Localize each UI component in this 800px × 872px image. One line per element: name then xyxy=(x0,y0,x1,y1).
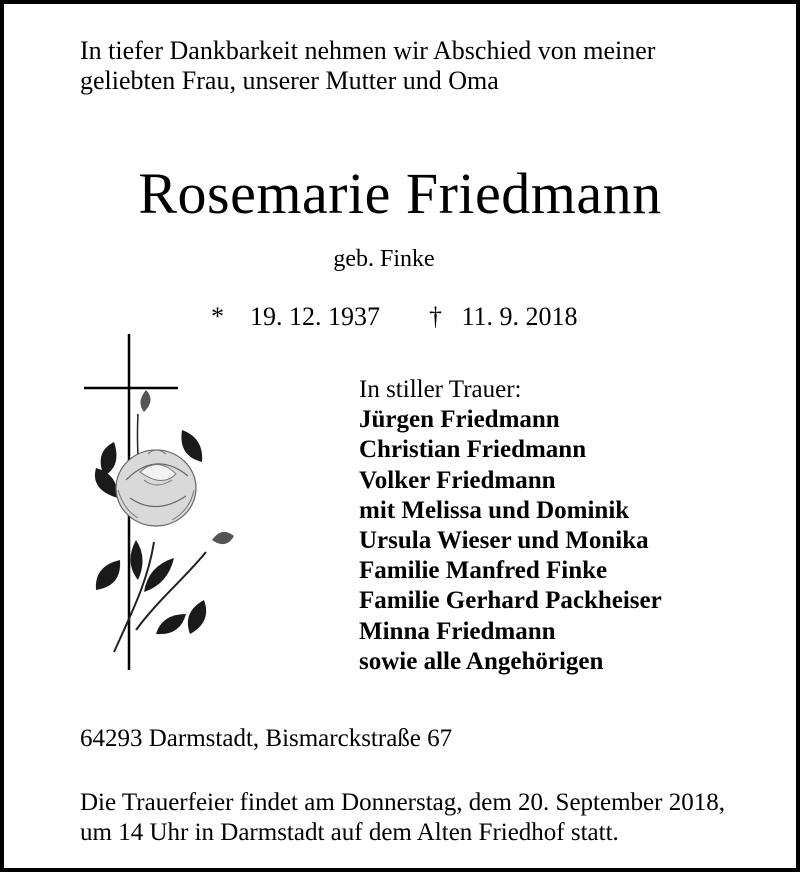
death-symbol: † xyxy=(429,302,442,331)
mourner-name: Jürgen Friedmann xyxy=(359,406,560,434)
maiden-name: geb. Finke xyxy=(333,246,435,272)
mourner-name: Christian Friedmann xyxy=(359,436,587,464)
intro-text xyxy=(80,36,655,96)
mourner-name: Ursula Wieser und Monika xyxy=(359,526,649,554)
mourner-name: mit Melissa und Dominik xyxy=(359,496,630,524)
mourners-list xyxy=(359,375,662,677)
mourner-name: sowie alle Angehörigen xyxy=(359,647,604,675)
cross-with-rose-icon xyxy=(78,330,238,675)
mourner-name: Minna Friedmann xyxy=(359,617,556,645)
intro-line-2: geliebten Frau, unserer Mutter und Oma xyxy=(80,66,499,95)
mourner-name: Familie Gerhard Packheiser xyxy=(359,587,662,615)
life-dates xyxy=(211,301,578,333)
mourner-name: Familie Manfred Finke xyxy=(359,557,608,585)
service-line-2: um 14 Uhr in Darmstadt auf dem Alten Friedhof statt. xyxy=(80,819,619,846)
birth-date: 19. 12. 1937 xyxy=(250,302,380,331)
service-info xyxy=(80,788,725,848)
death-date: 11. 9. 2018 xyxy=(461,302,578,331)
address: 64293 Darmstadt, Bismarckstraße 67 xyxy=(80,725,453,752)
birth-symbol: * xyxy=(211,302,224,331)
deceased-name: Rosemarie Friedmann xyxy=(138,161,662,226)
intro-line-1: In tiefer Dankbarkeit nehmen wir Abschied von meiner xyxy=(80,36,656,65)
service-line-1: Die Trauerfeier findet am Donnerstag, dem 20. September 2018, xyxy=(80,789,725,816)
mourner-name: Volker Friedmann xyxy=(359,466,556,494)
mourners-heading: In stiller Trauer: xyxy=(359,376,522,403)
